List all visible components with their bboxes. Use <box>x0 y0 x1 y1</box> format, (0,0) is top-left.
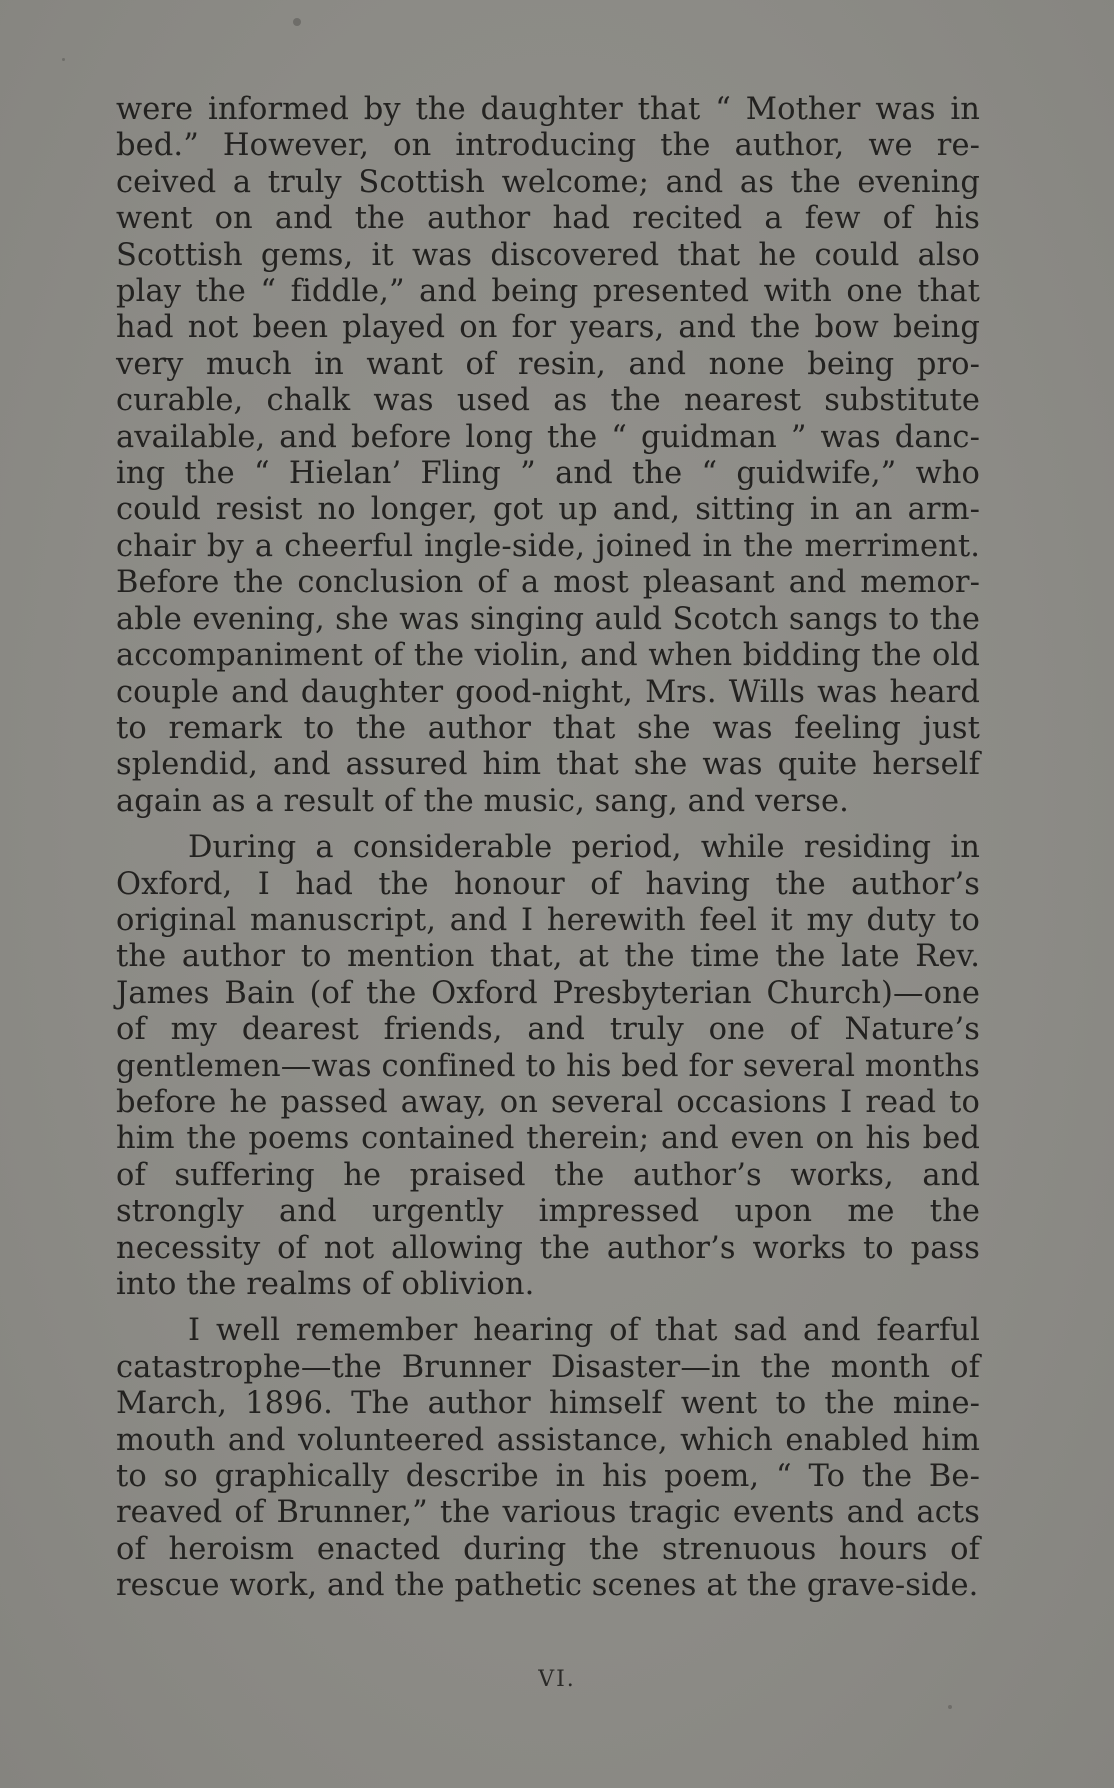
paper-speck <box>948 1705 952 1709</box>
paper-speck <box>62 58 65 61</box>
page-number: VI. <box>538 1667 576 1692</box>
paragraph-2: During a considerable period, while residing in Oxford, I had the honour of having the author’s original manuscript, and I herewith feel it my duty to the author to mention that, at the time the late Rev. James Bain (of the Oxford Presbyterian Church)—one of my dearest friends, and truly one of Nature’s gentlemen—was confined to his bed for several months before he passed away, on several occasions I read to him the poems contained therein; and even on his bed of suffering he praised the author’s works, and strongly and urgently impressed upon me the necessity of not allowing the author’s works to pass into the realms of oblivion. <box>116 830 980 1302</box>
paragraph-1: were informed by the daughter that “ Mother was in bed.” However, on introducing the author, we re-ceived a truly Scottish welcome; and as the evening went on and the author had recited a few of his Scottish gems, it was discovered that he could also play the “ fiddle,” and being presented with one that had not been played on for years, and the bow being very much in want of resin, and none being pro-curable, chalk was used as the nearest substitute available, and before long the “ guidman ” was danc-ing the “ Hielan’ Fling ” and the “ guidwife,” who could resist no longer, got up and, sitting in an arm-chair by a cheerful ingle-side, joined in the merriment. Before the conclusion of a most pleasant and memor-able evening, she was singing auld Scotch sangs to the accompaniment of the violin, and when bidding the old couple and daughter good-night, Mrs. Wills was heard to remark to the author that she was feeling just splendid, and assured him that she was quite herself again as a result of the music, sang, and verse. <box>116 92 980 819</box>
paper-speck <box>293 18 301 26</box>
body-text <box>116 92 980 1605</box>
paragraph-3: I well remember hearing of that sad and fearful catastrophe—the Brunner Disaster—in the month of March, 1896. The author himself went to the mine-mouth and volunteered assistance, which enabled him to so graphically describe in his poem, “ To the Be-reaved of Brunner,” the various tragic events and acts of heroism enacted during the strenuous hours of rescue work, and the pathetic scenes at the grave-side. <box>116 1313 980 1604</box>
